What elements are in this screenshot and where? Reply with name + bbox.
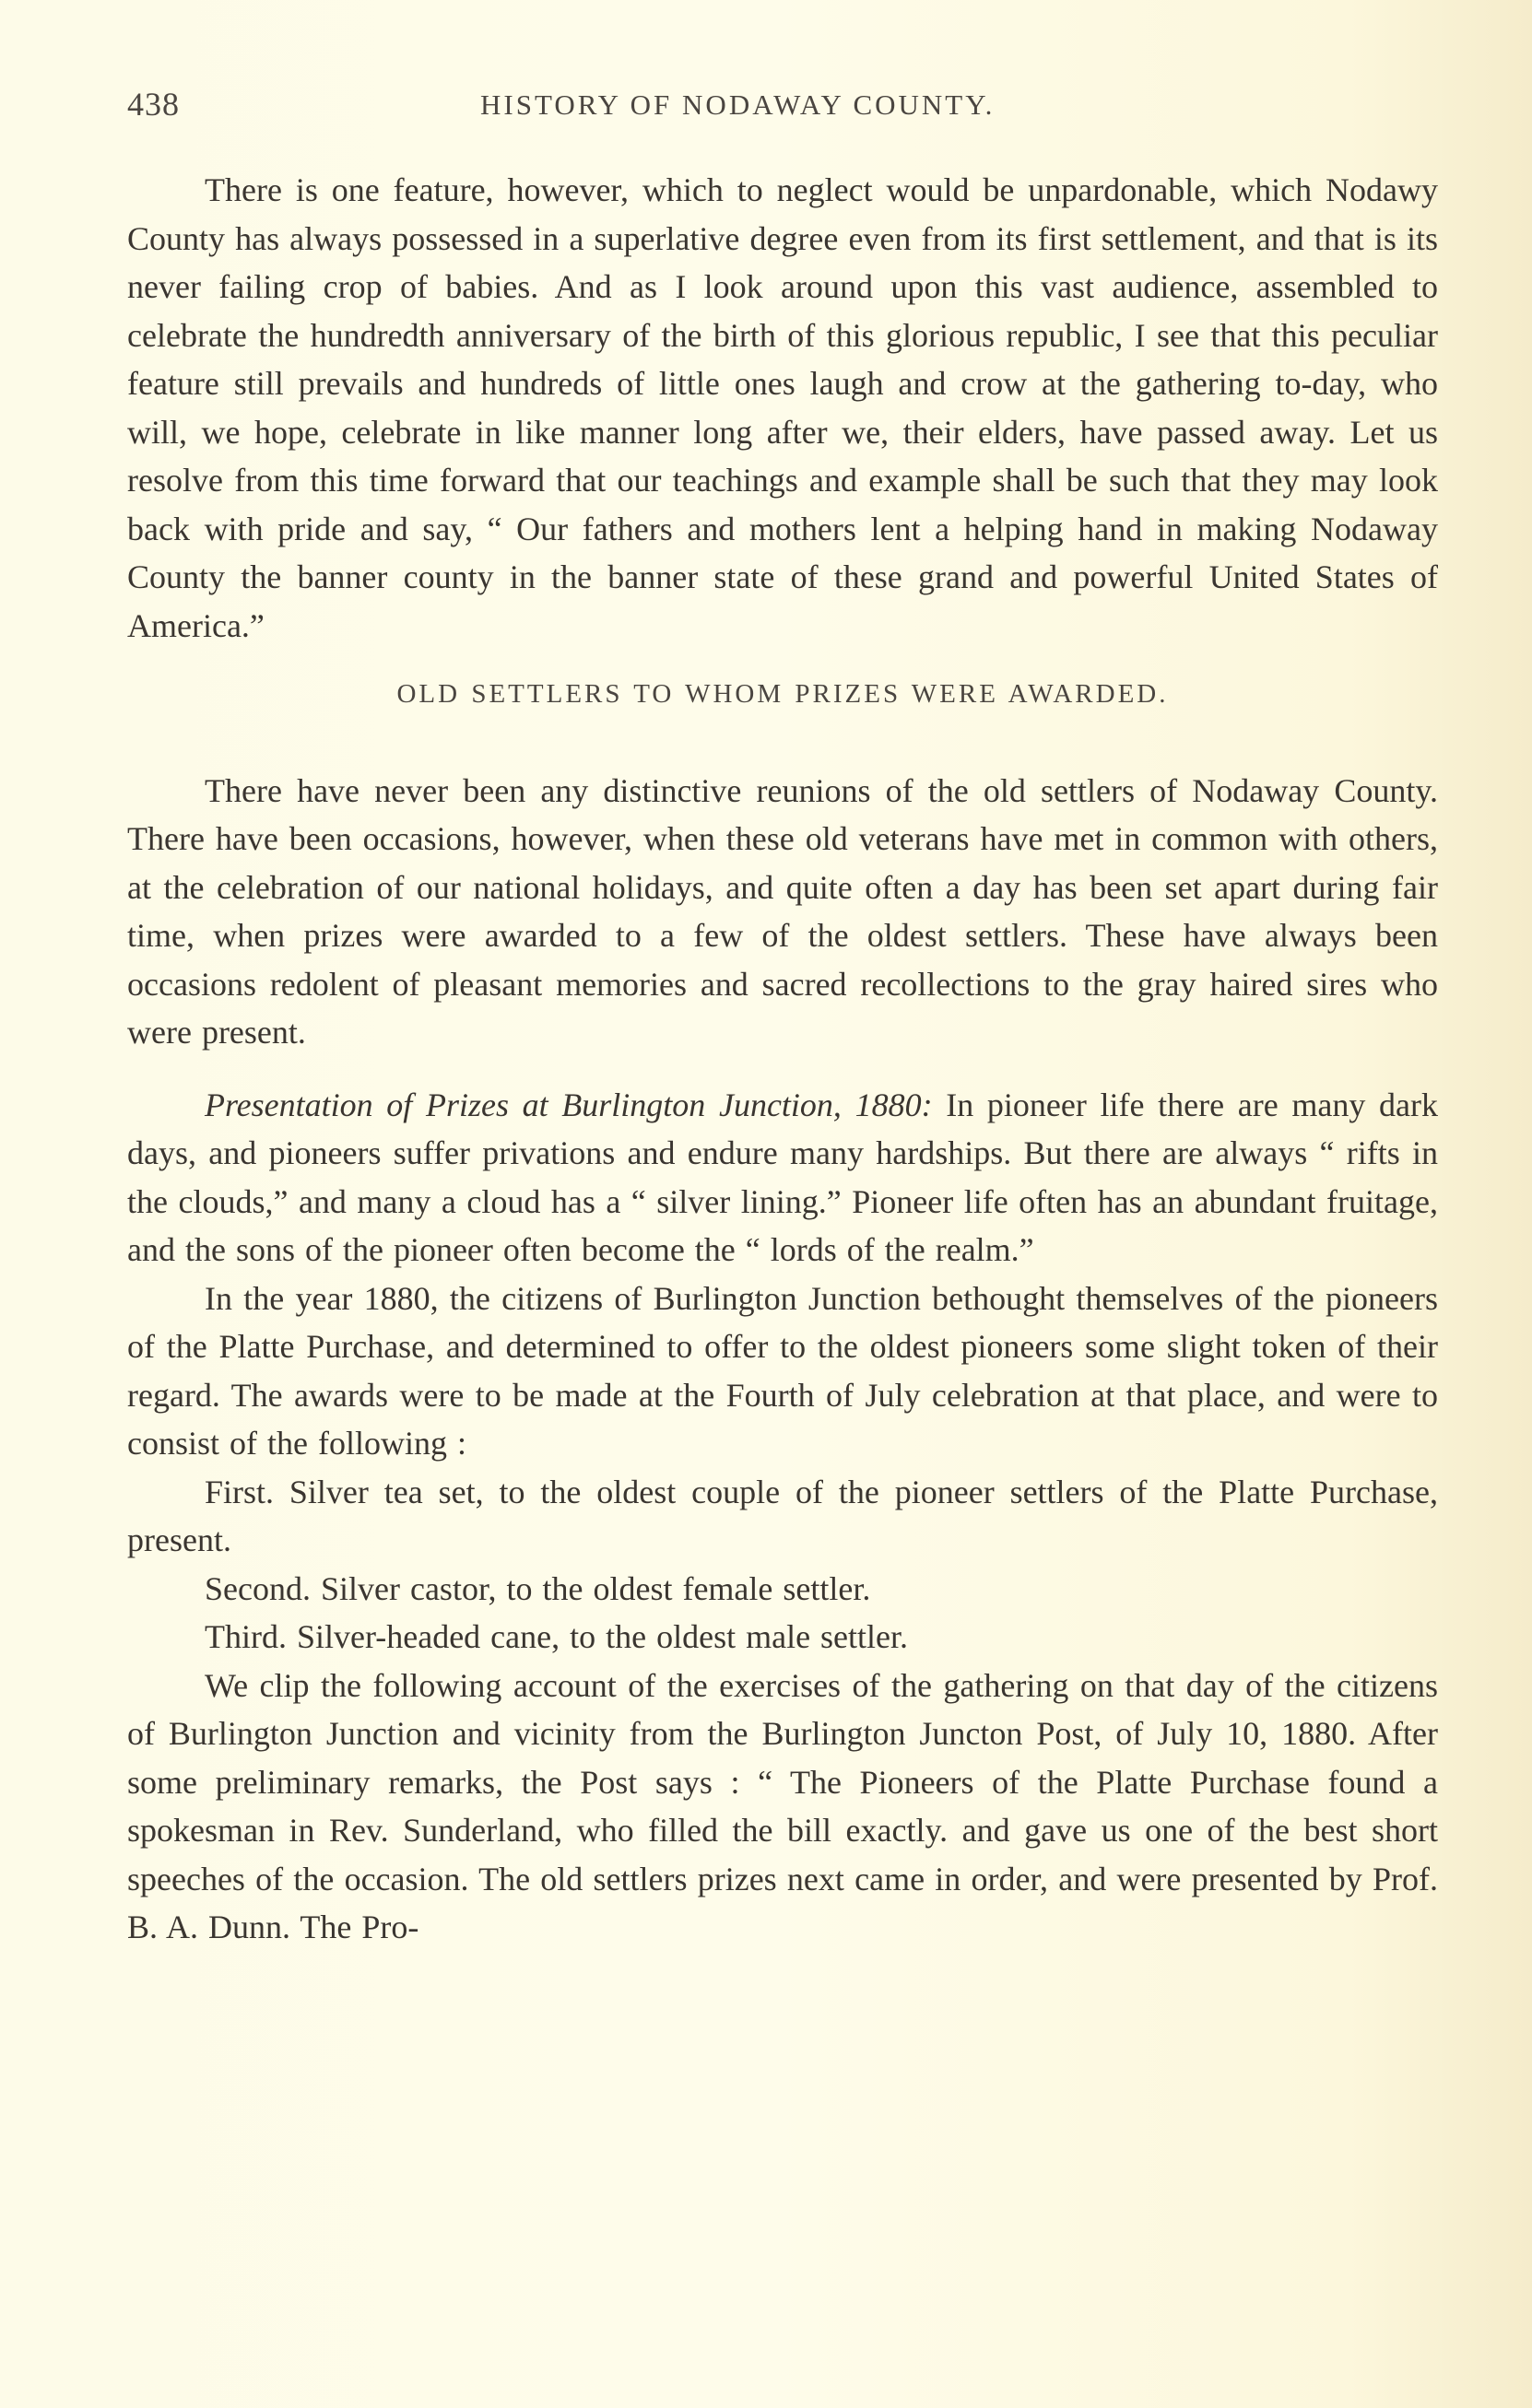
paragraph-old-settlers-reunions: There have never been any distinctive reunions of the old settlers of Nodaway County. There have been occasions, however, when these old veterans have met in common with others, at the celebration of our national holidays, and quite often a day has been set apart during fair time, when prizes were awarded to a few of the oldest settlers. These have always been occasions redolent of pleasant memories and sacred recollections to the gray haired sires who were present. (127, 771, 1438, 1051)
paragraph-presentation-of-prizes (127, 1081, 1438, 1274)
prize-first: First. Silver tea set, to the oldest couple of the pioneer settlers of the Platte Purchase, present. (127, 1473, 1438, 1558)
paragraph-year-1880: In the year 1880, the citizens of Burlington Junction bethought themselves of the pioneers of the Platte Purchase, and determined to offer to the oldest pioneers some slight token of their regard. The awards were to be made at the Fourth of July celebration at that place, and were to consist of the following : (127, 1279, 1438, 1462)
running-head-title: HISTORY OF NODAWAY COUNTY. (480, 88, 996, 121)
page-number: 438 (127, 86, 180, 123)
section-heading: OLD SETTLERS TO WHOM PRIZES WERE AWARDED. (396, 679, 1169, 709)
paragraph-text: In pioneer life there are many dark days, and pioneers suffer privations and endure many hardships. But there are always “ rifts in the clouds,” and many a cloud has a “ silver lining.” Pioneer life often has an abundant fruitage, and the sons of the pioneer often become the “ lords of the realm.” (127, 1086, 1438, 1268)
running-head (127, 85, 1438, 122)
paragraph-post-account: We clip the following account of the exercises of the gathering on that day of the citizens of Burlington Junction and vicinity from the Burlington Juncton Post, of July 10, 1880. After some preliminary remarks, the Post says : “ The Pioneers of the Platte Purchase found a spokesman in Rev. Sunderland, who filled the bill exactly. and gave us one of the best short speeches of the occasion. The old settlers prizes next came in order, and were presented by Prof. B. A. Dunn. The Pro- (127, 1666, 1438, 1945)
paragraph-centennial-babies: There is one feature, however, which to neglect would be unpardonable, which Nodawy County has always possessed in a superlative degree even from its first settlement, and that is its never failing crop of babies. And as I look around upon this vast audience, assembled to celebrate the hundredth anniversary of the birth of this glorious republic, I see that this peculiar feature still prevails and hundreds of little ones laugh and crow at the gathering to-day, who will, we hope, celebrate in like manner long after we, their elders, have passed away. Let us resolve from this time forward that our teachings and example shall be such that they may look back with pride and say, “ Our fathers and mothers lent a helping hand in making Nodaway County the banner county in the banner state of these grand and powerful United States of America.” (127, 171, 1438, 644)
italic-subheading: Presentation of Prizes at Burlington Junction, 1880: (205, 1086, 933, 1123)
paragraph-gap (127, 1057, 1438, 1081)
prize-second: Second. Silver castor, to the oldest female settler. (205, 1569, 871, 1607)
prize-third: Third. Silver-headed cane, to the oldest male settler. (205, 1618, 909, 1655)
body-text (127, 166, 1438, 1952)
